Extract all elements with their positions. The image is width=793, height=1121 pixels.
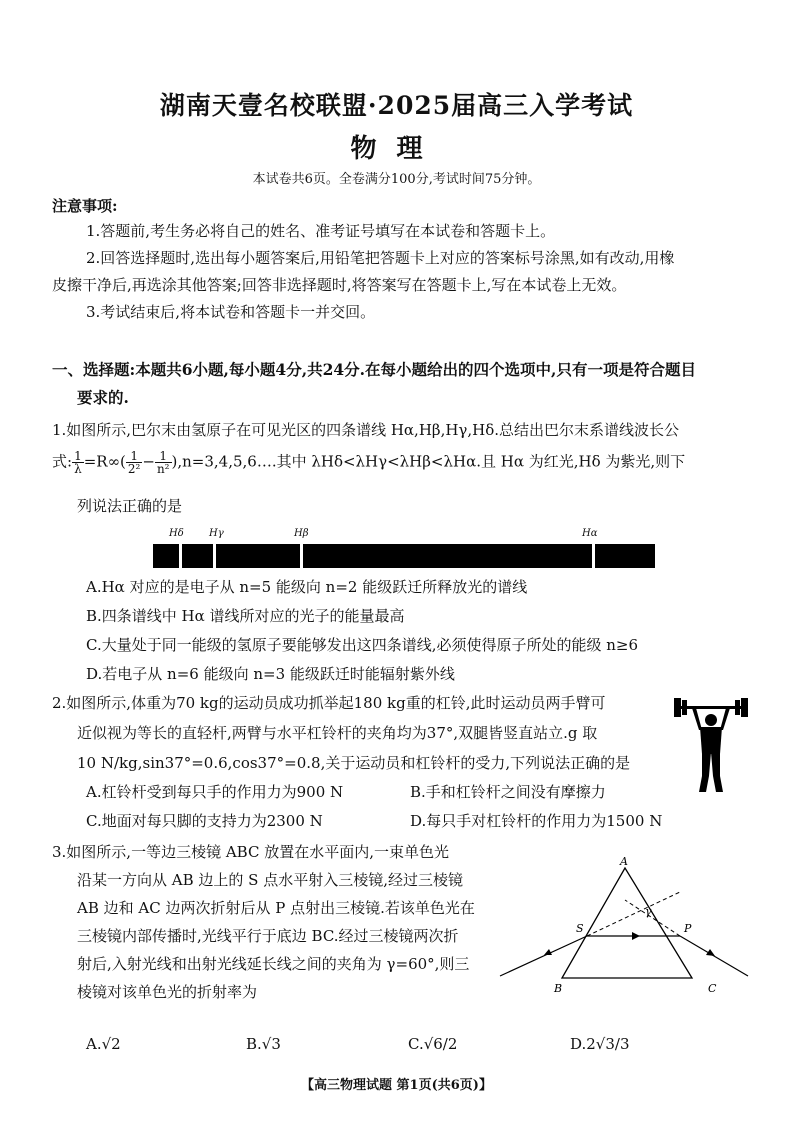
spectrum-label: Hα (582, 528, 598, 539)
option-c: C.√6/2 (408, 1035, 458, 1053)
question-2-text: 近似视为等长的直轻杆,两臂与水平杠铃杆的夹角均为37°,双腿皆竖直站立.g 取 (77, 724, 598, 742)
point-label: S (576, 922, 584, 935)
option-a: A.√2 (86, 1035, 121, 1053)
notice-item: 皮擦干净后,再选涂其他答案;回答非选择题时,将答案写在答题卡上,写在本试卷上无效。 (52, 276, 627, 294)
formula-fraction: $\frac{1}{\text{2²}}$ (127, 449, 141, 476)
spectrum-line (592, 544, 595, 568)
angle-label: γ (645, 905, 652, 918)
section-heading-cont: 要求的. (77, 388, 129, 407)
option-c: C.地面对每只脚的支持力为2300 N (86, 812, 323, 830)
notice-heading: 注意事项: (52, 197, 118, 215)
question-3-text: 棱镜对该单色光的折射率为 (77, 983, 258, 1001)
vertex-label: B (554, 982, 563, 995)
spectrum-label: Hβ (294, 528, 309, 539)
option-b: B.手和杠铃杆之间没有摩擦力 (410, 783, 606, 801)
formula-fraction: $\frac{1}{\lambda}$ (74, 449, 82, 476)
option-a: A.Hα 对应的是电子从 n=5 能级向 n=2 能级跃迁所释放光的谱线 (86, 578, 528, 596)
question-1-text: 列说法正确的是 (77, 497, 183, 515)
spectrum-line (300, 544, 303, 568)
option-a: A.杠铃杆受到每只手的作用力为900 N (86, 783, 344, 801)
hydrogen-spectrum-bar (153, 544, 655, 568)
vertex-label: C (708, 982, 717, 995)
option-c: C.大量处于同一能级的氢原子要能够发出这四条谱线,必须使得原子所处的能级 n≥6 (86, 636, 639, 654)
notice-item: 3.考试结束后,将本试卷和答题卡一并交回。 (86, 303, 376, 321)
weightlifter-figure (672, 696, 750, 796)
option-d: D.每只手对杠铃杆的作用力为1500 N (410, 812, 663, 830)
exam-meta: 本试卷共6页。全卷满分100分,考试时间75分钟。 (252, 172, 541, 187)
point-label: P (684, 922, 692, 935)
question-1-text: 1.如图所示,巴尔末由氢原子在可见光区的四条谱线 Hα,Hβ,Hγ,Hδ.总结出巴尔末系谱线波长公 (52, 421, 680, 439)
formula-fraction: $\frac{1}{\text{n²}}$ (156, 449, 170, 476)
section-heading: 一、选择题:本题共6小题,每小题4分,共24分.在每小题给出的四个选项中,只有一项是符合题目 (52, 360, 696, 379)
option-b: B.四条谱线中 Hα 谱线所对应的光子的能量最高 (86, 607, 405, 625)
option-d: D.若电子从 n=6 能级向 n=3 能级跃迁时能辐射紫外线 (86, 665, 455, 683)
notice-item: 1.答题前,考生务必将自己的姓名、准考证号填写在本试卷和答题卡上。 (86, 222, 556, 240)
page-footer: 【高三物理试题 第1页(共6页)】 (301, 1078, 492, 1093)
exam-title: 湖南天壹名校联盟·2025届高三入学考试 (159, 91, 634, 120)
option-b: B.√3 (246, 1035, 281, 1053)
subject-title: 物理 (350, 134, 443, 164)
question-3-text: 射后,入射光线和出射光线延长线之间的夹角为 γ=60°,则三 (77, 955, 470, 973)
spectrum-line (213, 544, 216, 568)
notice-item: 2.回答选择题时,选出每小题答案后,用铅笔把答题卡上对应的答案标号涂黑,如有改动,用橡 (86, 249, 675, 267)
question-2-text: 2.如图所示,体重为70 kg的运动员成功抓举起180 kg重的杠铃,此时运动员两手臂可 (52, 694, 606, 712)
question-3-text: AB 边和 AC 边两次折射后从 P 点射出三棱镜.若该单色光在 (77, 899, 475, 917)
question-3-text: 三棱镜内部传播时,光线平行于底边 BC.经过三棱镜两次折 (77, 927, 459, 945)
prism-figure (494, 852, 754, 1000)
question-3-text: 沿某一方向从 AB 边上的 S 点水平射入三棱镜,经过三棱镜 (77, 871, 463, 889)
question-2-text: 10 N/kg,sin37°=0.6,cos37°=0.8,关于运动员和杠铃杆的受力,下列说法正确的是 (77, 754, 631, 772)
spectrum-label: Hγ (209, 528, 224, 539)
vertex-label: A (620, 855, 628, 868)
spectrum-label: Hδ (169, 528, 184, 539)
option-d: D.2√3/3 (570, 1035, 630, 1053)
spectrum-line (179, 544, 182, 568)
question-3-text: 3.如图所示,一等边三棱镜 ABC 放置在水平面内,一束单色光 (52, 843, 449, 861)
question-1-formula: 式: $\frac{1}{\lambda}$ =R∞( $\frac{1}{\text{2²}}$ − $\frac{1}{\text{n²}}$ ),n=3,4,5,6….其中 λHδ<λHγ<λHβ<λHα.且 Hα 为红光,Hδ 为紫光,则下 (52, 449, 686, 476)
